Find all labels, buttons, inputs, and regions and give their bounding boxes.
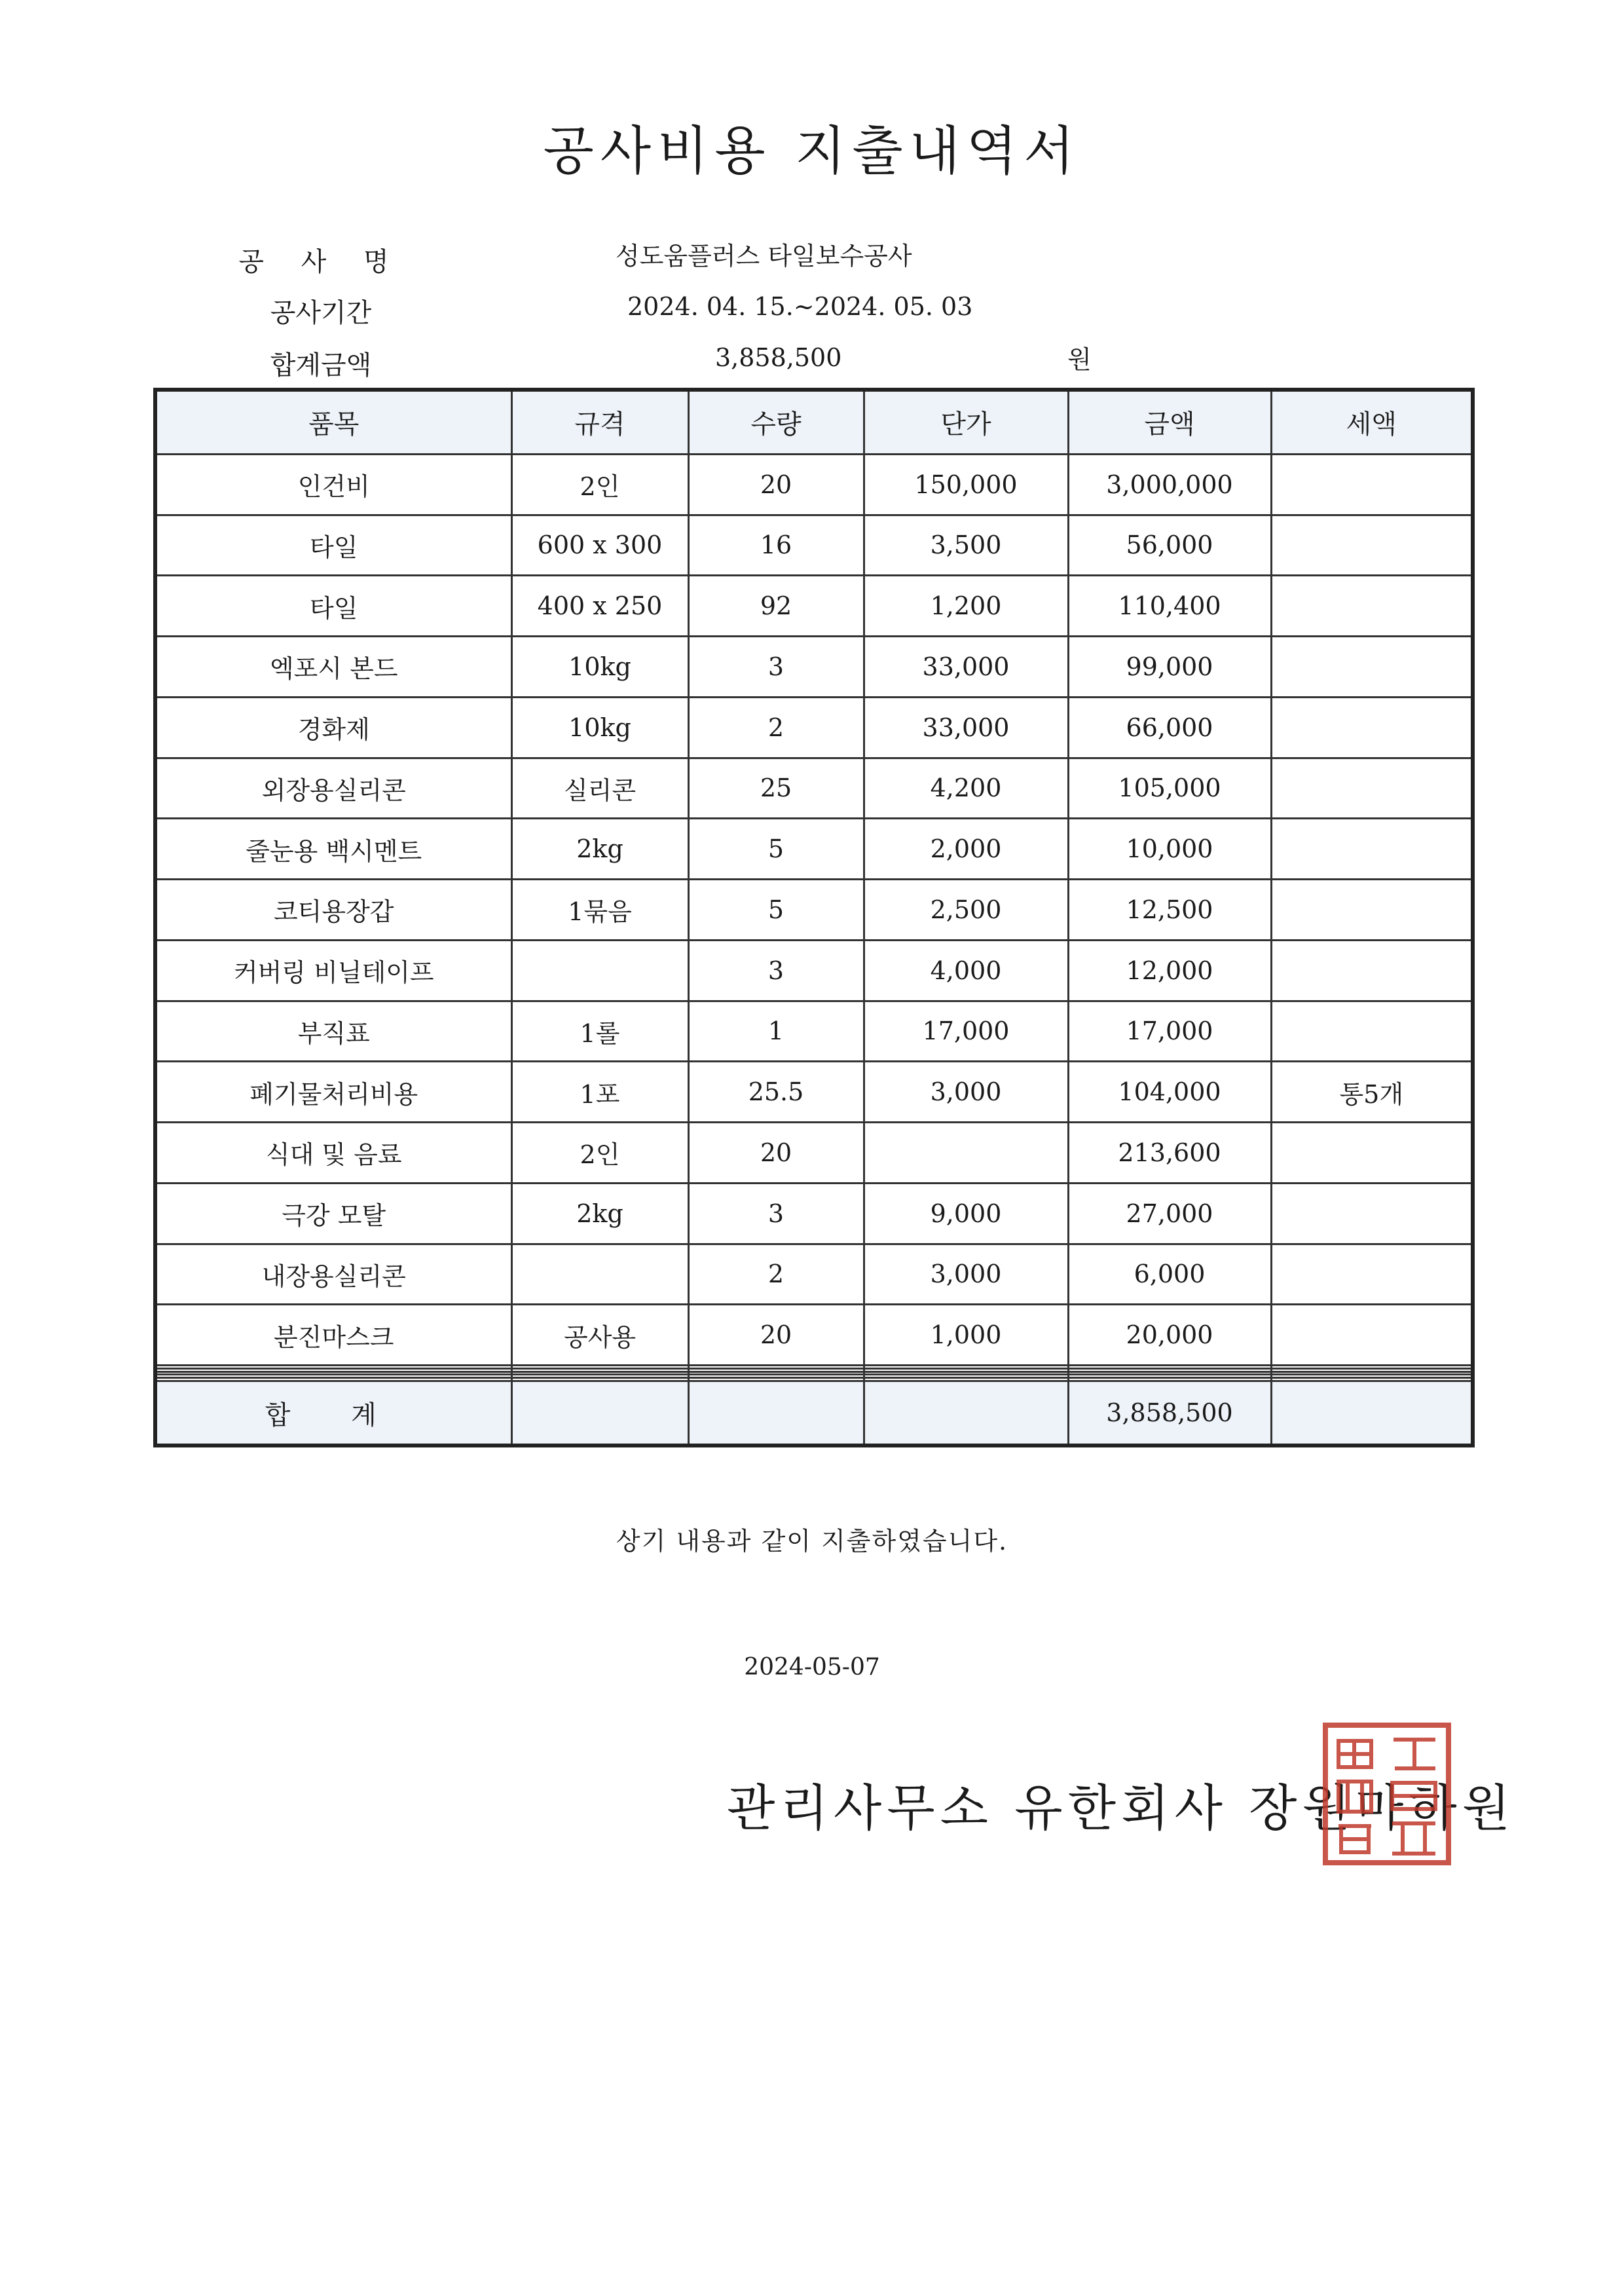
table-amount-cell: 6,000 bbox=[1068, 1244, 1271, 1305]
table-spec-cell bbox=[511, 940, 688, 1001]
table-qty-cell: 1 bbox=[688, 1001, 864, 1062]
table-row bbox=[155, 515, 1473, 576]
project-name-label: 공 사 명 bbox=[238, 247, 403, 277]
table-unit-price-cell: 3,000 bbox=[864, 1062, 1068, 1123]
table-row bbox=[155, 1244, 1473, 1305]
table-item-cell: 타일 bbox=[155, 576, 511, 637]
table-row bbox=[155, 819, 1473, 880]
table-amount-cell: 66,000 bbox=[1068, 697, 1271, 758]
project-period-value: 2024. 04. 15.~2024. 05. 03 bbox=[627, 292, 973, 321]
table-row bbox=[155, 697, 1473, 758]
table-item-cell: 내장용실리콘 bbox=[155, 1244, 511, 1305]
table-row bbox=[155, 1305, 1473, 1366]
table-qty-cell: 16 bbox=[688, 515, 864, 576]
table-tax-cell bbox=[1271, 1183, 1473, 1244]
table-item-cell: 엑포시 본드 bbox=[155, 637, 511, 698]
table-header-unit-price-cell: 단가 bbox=[864, 390, 1068, 454]
table-row bbox=[155, 1062, 1473, 1123]
table-spec-cell: 공사용 bbox=[511, 1305, 688, 1366]
table-total-spec-cell bbox=[511, 1381, 688, 1446]
table-tax-cell bbox=[1271, 758, 1473, 819]
table-tax-cell: 통5개 bbox=[1271, 1062, 1473, 1123]
table-item-cell: 분진마스크 bbox=[155, 1305, 511, 1366]
table-row bbox=[155, 1001, 1473, 1062]
table-tax-cell bbox=[1271, 515, 1473, 576]
table-amount-cell: 12,500 bbox=[1068, 880, 1271, 941]
table-amount-cell: 12,000 bbox=[1068, 940, 1271, 1001]
table-unit-price-cell: 2,500 bbox=[864, 880, 1068, 941]
table-tax-cell bbox=[1271, 819, 1473, 880]
table-amount-cell: 105,000 bbox=[1068, 758, 1271, 819]
table-item-cell: 외장용실리콘 bbox=[155, 758, 511, 819]
table-item-cell: 줄눈용 백시멘트 bbox=[155, 819, 511, 880]
table-unit-price-cell: 4,000 bbox=[864, 940, 1068, 1001]
table-qty-cell: 20 bbox=[688, 1123, 864, 1184]
table-total-item-cell: 합 계 bbox=[155, 1381, 511, 1446]
table-unit-price-cell: 1,200 bbox=[864, 576, 1068, 637]
table-spec-cell bbox=[511, 1244, 688, 1305]
table-header-amount-cell: 금액 bbox=[1068, 390, 1271, 454]
table-spec-cell: 1묶음 bbox=[511, 880, 688, 941]
table-row bbox=[155, 1183, 1473, 1244]
project-period-label: 공사기간 bbox=[270, 298, 372, 328]
project-name-value: 성도움플러스 타일보수공사 bbox=[616, 242, 912, 271]
table-item-cell: 폐기물처리비용 bbox=[155, 1062, 511, 1123]
table-qty-cell: 3 bbox=[688, 637, 864, 698]
document-title: 공사비용 지출내역서 bbox=[543, 120, 1081, 181]
company-seal-stamp bbox=[1321, 1721, 1452, 1867]
table-row bbox=[155, 1123, 1473, 1184]
table-spec-cell: 400 x 250 bbox=[511, 576, 688, 637]
table-qty-cell: 2 bbox=[688, 697, 864, 758]
closing-statement: 상기 내용과 같이 지출하였습니다. bbox=[616, 1527, 1008, 1556]
table-tax-cell bbox=[1271, 454, 1473, 515]
table-tax-cell bbox=[1271, 1001, 1473, 1062]
table-unit-price-cell: 4,200 bbox=[864, 758, 1068, 819]
table-item-cell: 코티용장갑 bbox=[155, 880, 511, 941]
table-item-cell: 인건비 bbox=[155, 454, 511, 515]
table-amount-cell: 27,000 bbox=[1068, 1183, 1271, 1244]
table-unit-price-cell bbox=[864, 1123, 1068, 1184]
table-header-spec-cell: 규격 bbox=[511, 390, 688, 454]
total-amount-unit: 원 bbox=[1067, 345, 1092, 374]
table-qty-cell: 2 bbox=[688, 1244, 864, 1305]
table-spec-cell: 1롤 bbox=[511, 1001, 688, 1062]
table-row bbox=[155, 880, 1473, 941]
table-spec-cell: 2kg bbox=[511, 1183, 688, 1244]
table-row bbox=[155, 758, 1473, 819]
issue-date: 2024-05-07 bbox=[744, 1654, 880, 1681]
table-header-qty-cell: 수량 bbox=[688, 390, 864, 454]
table-unit-price-cell: 3,500 bbox=[864, 515, 1068, 576]
table-total-tax-cell bbox=[1271, 1381, 1473, 1446]
table-spec-cell: 2인 bbox=[511, 1123, 688, 1184]
table-tax-cell bbox=[1271, 880, 1473, 941]
table-item-cell: 극강 모탈 bbox=[155, 1183, 511, 1244]
table-total-unit-price-cell bbox=[864, 1381, 1068, 1446]
table-qty-cell: 92 bbox=[688, 576, 864, 637]
table-amount-cell: 3,000,000 bbox=[1068, 454, 1271, 515]
table-unit-price-cell: 33,000 bbox=[864, 637, 1068, 698]
table-spec-cell: 2kg bbox=[511, 819, 688, 880]
table-total-row bbox=[155, 1381, 1473, 1446]
table-qty-cell: 20 bbox=[688, 454, 864, 515]
table-tax-cell bbox=[1271, 940, 1473, 1001]
table-item-cell: 타일 bbox=[155, 515, 511, 576]
seal-glyphs bbox=[1338, 1740, 1435, 1854]
table-qty-cell: 5 bbox=[688, 880, 864, 941]
table-amount-cell: 56,000 bbox=[1068, 515, 1271, 576]
table-row bbox=[155, 576, 1473, 637]
table-tax-cell bbox=[1271, 1123, 1473, 1184]
table-amount-cell: 10,000 bbox=[1068, 819, 1271, 880]
table-qty-cell: 3 bbox=[688, 940, 864, 1001]
table-spec-cell: 2인 bbox=[511, 454, 688, 515]
table-unit-price-cell: 3,000 bbox=[864, 1244, 1068, 1305]
table-spec-cell: 실리콘 bbox=[511, 758, 688, 819]
table-item-cell: 부직표 bbox=[155, 1001, 511, 1062]
table-tax-cell bbox=[1271, 1244, 1473, 1305]
table-qty-cell: 3 bbox=[688, 1183, 864, 1244]
table-qty-cell: 20 bbox=[688, 1305, 864, 1366]
table-header-row bbox=[155, 390, 1473, 454]
table-spec-cell: 1포 bbox=[511, 1062, 688, 1123]
table-row bbox=[155, 454, 1473, 515]
table-tax-cell bbox=[1271, 1305, 1473, 1366]
table-item-cell: 식대 및 음료 bbox=[155, 1123, 511, 1184]
table-amount-cell: 20,000 bbox=[1068, 1305, 1271, 1366]
table-total-qty-cell bbox=[688, 1381, 864, 1446]
total-amount-label: 합계금액 bbox=[270, 350, 372, 381]
table-qty-cell: 25 bbox=[688, 758, 864, 819]
table-unit-price-cell: 150,000 bbox=[864, 454, 1068, 515]
table-item-cell: 커버링 비닐테이프 bbox=[155, 940, 511, 1001]
table-unit-price-cell: 9,000 bbox=[864, 1183, 1068, 1244]
signer-name: 관리사무소 유한회사 장원마하원 bbox=[727, 1779, 1516, 1837]
table-unit-price-cell: 17,000 bbox=[864, 1001, 1068, 1062]
table-header-tax-cell: 세액 bbox=[1271, 390, 1473, 454]
total-amount-value: 3,858,500 bbox=[715, 343, 842, 372]
table-tax-cell bbox=[1271, 576, 1473, 637]
table-row bbox=[155, 940, 1473, 1001]
table-amount-cell: 17,000 bbox=[1068, 1001, 1271, 1062]
table-amount-cell: 213,600 bbox=[1068, 1123, 1271, 1184]
table-unit-price-cell: 1,000 bbox=[864, 1305, 1068, 1366]
table-spec-cell: 10kg bbox=[511, 697, 688, 758]
table-spec-cell: 10kg bbox=[511, 637, 688, 698]
table-row bbox=[155, 637, 1473, 698]
table-item-cell: 경화제 bbox=[155, 697, 511, 758]
table-tax-cell bbox=[1271, 637, 1473, 698]
table-spec-cell: 600 x 300 bbox=[511, 515, 688, 576]
table-amount-cell: 99,000 bbox=[1068, 637, 1271, 698]
expense-table bbox=[153, 388, 1475, 1447]
table-qty-cell: 25.5 bbox=[688, 1062, 864, 1123]
table-qty-cell: 5 bbox=[688, 819, 864, 880]
table-amount-cell: 104,000 bbox=[1068, 1062, 1271, 1123]
table-amount-cell: 110,400 bbox=[1068, 576, 1271, 637]
table-unit-price-cell: 33,000 bbox=[864, 697, 1068, 758]
table-header-item-cell: 품목 bbox=[155, 390, 511, 454]
table-tax-cell bbox=[1271, 697, 1473, 758]
table-unit-price-cell: 2,000 bbox=[864, 819, 1068, 880]
table-total-amount-cell: 3,858,500 bbox=[1068, 1381, 1271, 1446]
